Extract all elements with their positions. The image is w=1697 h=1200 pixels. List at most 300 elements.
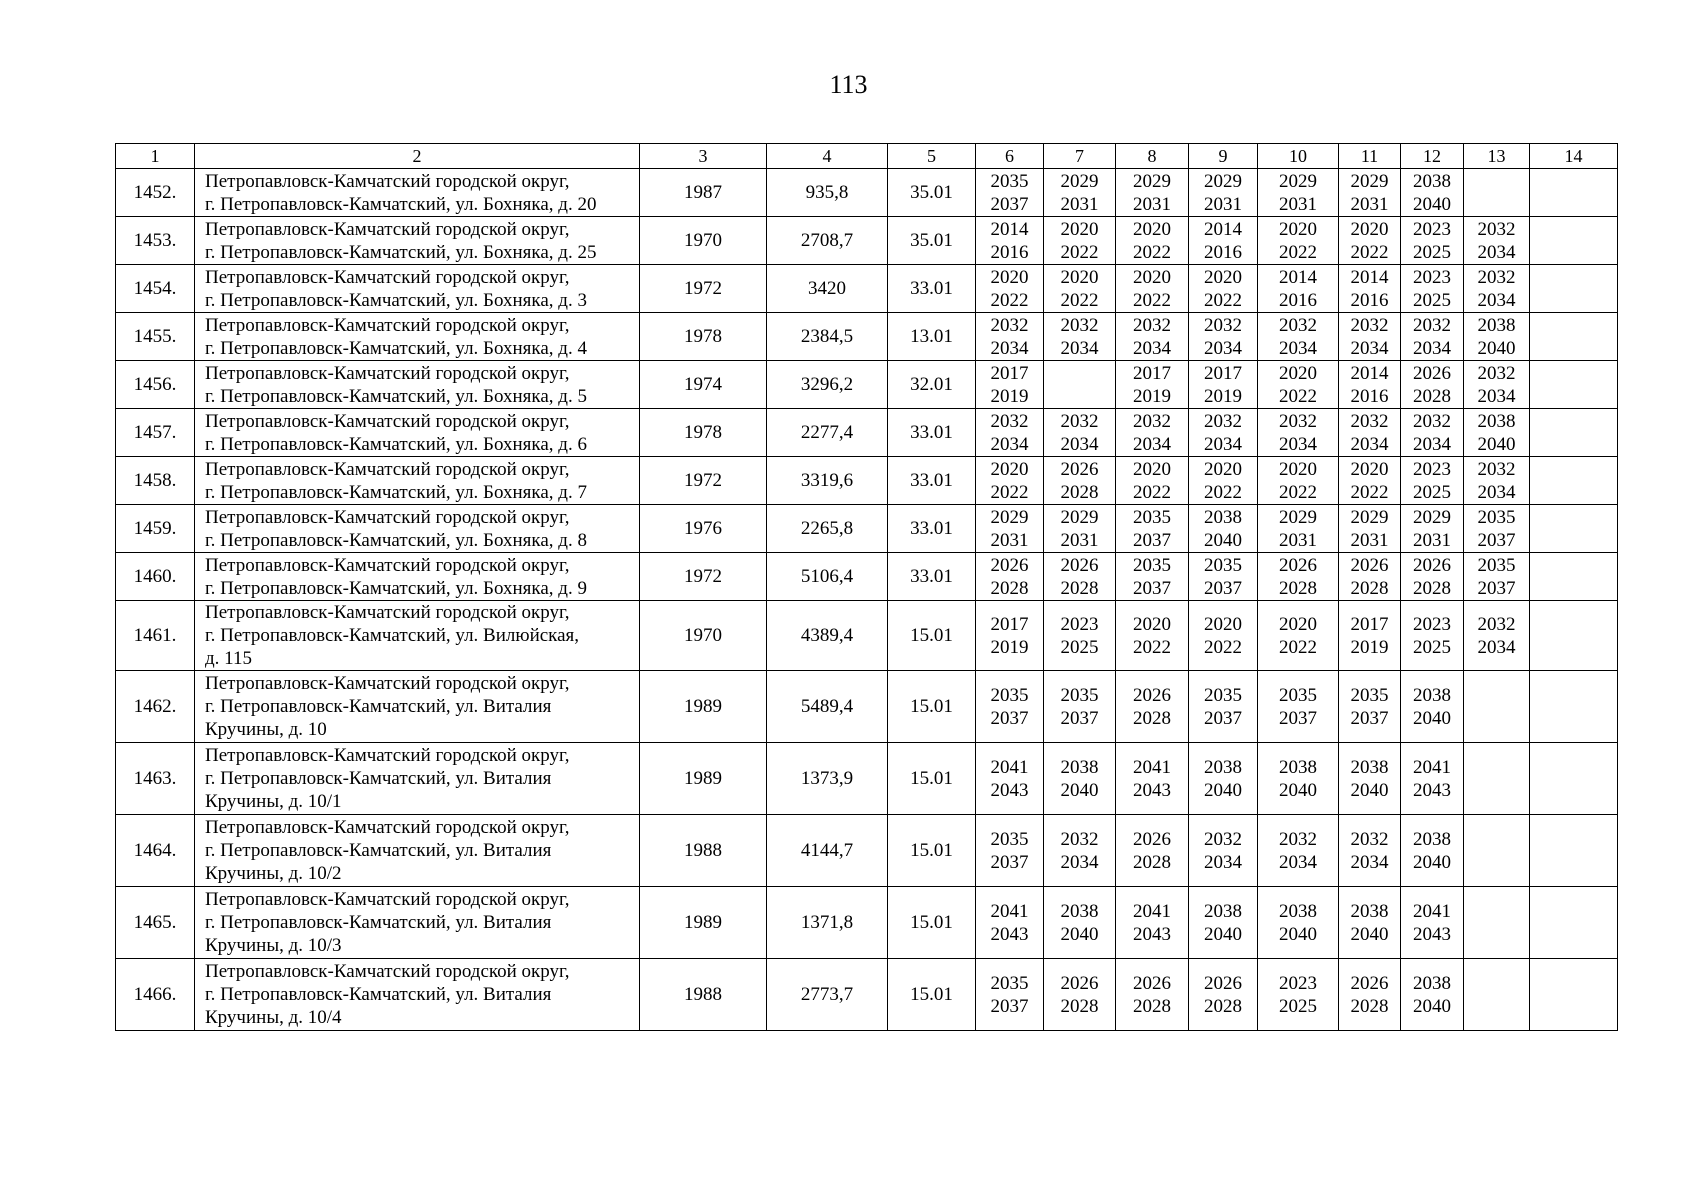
address-line: Петропавловск-Камчатский городской округ, — [205, 218, 570, 240]
period-end: 2034 — [1279, 433, 1317, 455]
period-cell — [1401, 743, 1464, 815]
period-cell — [1339, 361, 1401, 409]
period-cell — [1530, 743, 1618, 815]
period-start: 2020 — [1133, 218, 1171, 240]
year-built-cell — [640, 265, 767, 313]
period-start: 2035 — [1477, 506, 1516, 528]
period-end: 2019 — [1350, 636, 1389, 658]
period-cell — [1189, 601, 1258, 671]
period-end: 2034 — [990, 337, 1029, 359]
period-end: 2028 — [1413, 385, 1451, 407]
period-start: 2032 — [1060, 410, 1099, 432]
period-start: 2014 — [1350, 266, 1389, 288]
period-cell — [976, 361, 1044, 409]
period-cell — [1339, 743, 1401, 815]
period-cell — [1530, 601, 1618, 671]
period-cell — [1044, 409, 1116, 457]
period-start: 2032 — [1477, 218, 1516, 240]
period-cell — [1339, 169, 1401, 217]
period-cell — [1530, 313, 1618, 361]
period-cell — [1044, 505, 1116, 553]
period-end: 2034 — [990, 433, 1029, 455]
area-value: 1373,9 — [800, 768, 854, 789]
period-start: 2035 — [1204, 554, 1242, 576]
period-end: 2040 — [1279, 923, 1317, 945]
period-end: 2043 — [990, 779, 1029, 801]
code-cell — [888, 553, 976, 601]
period-cell — [1464, 671, 1530, 743]
period-cell — [1258, 217, 1339, 265]
period-start: 2032 — [1350, 410, 1389, 432]
period-start: 2026 — [990, 554, 1029, 576]
code-value: 15.01 — [910, 768, 953, 789]
period-start: 2029 — [1350, 506, 1389, 528]
year-built: 1978 — [684, 422, 722, 443]
period-start: 2026 — [1350, 554, 1389, 576]
period-cell — [1401, 265, 1464, 313]
year-built: 1988 — [684, 984, 722, 1005]
address-line: Кручины, д. 10/3 — [205, 935, 342, 956]
period-end: 2022 — [1350, 241, 1389, 263]
period-cell — [1189, 959, 1258, 1031]
code-cell — [888, 361, 976, 409]
year-built-cell — [640, 959, 767, 1031]
period-cell — [1464, 169, 1530, 217]
code-value: 15.01 — [910, 696, 953, 717]
area-value: 3319,6 — [800, 470, 854, 491]
header-cell: 12 — [1401, 144, 1464, 169]
code-cell — [888, 265, 976, 313]
period-start: 2020 — [1204, 613, 1242, 635]
address-line: Петропавловск-Камчатский городской округ, — [205, 506, 570, 528]
period-cell — [1044, 361, 1116, 409]
period-cell — [1116, 217, 1189, 265]
area-value: 3296,2 — [800, 374, 854, 395]
period-start: 2041 — [1133, 756, 1171, 778]
address-line: д. 115 — [205, 648, 252, 669]
period-start: 2020 — [1350, 458, 1389, 480]
code-cell — [888, 409, 976, 457]
period-end: 2022 — [1133, 241, 1171, 263]
table-row — [116, 265, 1618, 313]
period-start: 2017 — [1350, 613, 1389, 635]
address-line: Петропавловск-Камчатский городской округ, — [205, 362, 570, 384]
address-cell — [195, 505, 640, 553]
year-built: 1972 — [684, 470, 722, 491]
period-cell — [976, 313, 1044, 361]
row-number: 1462. — [133, 696, 177, 717]
table-row — [116, 743, 1618, 815]
period-start: 2023 — [1413, 458, 1451, 480]
period-end: 2028 — [990, 577, 1029, 599]
period-cell — [1464, 815, 1530, 887]
year-built: 1972 — [684, 278, 722, 299]
period-cell — [1464, 505, 1530, 553]
address-cell — [195, 959, 640, 1031]
address-line: Петропавловск-Камчатский городской округ, — [205, 410, 570, 432]
period-start: 2032 — [990, 314, 1029, 336]
header-cell: 2 — [195, 144, 640, 169]
period-end: 2043 — [1413, 923, 1451, 945]
code-value: 33.01 — [910, 518, 953, 539]
period-cell — [1339, 313, 1401, 361]
period-end: 2028 — [1060, 481, 1099, 503]
year-built: 1989 — [684, 696, 722, 717]
header-cell: 7 — [1044, 144, 1116, 169]
area-value: 2277,4 — [800, 422, 854, 443]
period-cell — [1530, 457, 1618, 505]
area-value: 2384,5 — [800, 326, 854, 347]
code-value: 15.01 — [910, 912, 953, 933]
period-cell — [1258, 361, 1339, 409]
year-built-cell — [640, 505, 767, 553]
period-end: 2025 — [1413, 636, 1451, 658]
address-line: Петропавловск-Камчатский городской округ, — [205, 170, 570, 192]
period-cell — [1189, 671, 1258, 743]
period-cell — [1044, 959, 1116, 1031]
code-cell — [888, 457, 976, 505]
period-start: 2032 — [1477, 613, 1516, 635]
period-cell — [976, 553, 1044, 601]
period-start: 2038 — [1350, 900, 1389, 922]
period-start: 2032 — [1477, 458, 1516, 480]
period-start: 2032 — [1350, 314, 1389, 336]
period-end: 2019 — [1133, 385, 1171, 407]
area-value: 935,8 — [805, 182, 849, 203]
row-number-cell — [116, 457, 195, 505]
period-cell — [1258, 457, 1339, 505]
period-start: 2035 — [1204, 684, 1242, 706]
period-end: 2031 — [990, 529, 1029, 551]
period-end: 2031 — [1060, 193, 1099, 215]
period-cell — [1339, 815, 1401, 887]
period-cell — [1258, 887, 1339, 959]
area-cell — [767, 887, 888, 959]
period-cell — [1116, 601, 1189, 671]
period-end: 2022 — [1204, 636, 1242, 658]
period-end: 2034 — [1477, 289, 1516, 311]
period-end: 2028 — [1133, 851, 1171, 873]
period-cell — [1464, 313, 1530, 361]
header-cell: 1 — [116, 144, 195, 169]
address-cell — [195, 409, 640, 457]
period-end: 2016 — [990, 241, 1029, 263]
period-start: 2020 — [1133, 266, 1171, 288]
period-cell — [1189, 743, 1258, 815]
period-end: 2028 — [1413, 577, 1451, 599]
code-value: 33.01 — [910, 566, 953, 587]
period-start: 2032 — [1279, 828, 1317, 850]
period-end: 2022 — [1350, 481, 1389, 503]
period-start: 2020 — [1204, 458, 1242, 480]
period-end: 2028 — [1350, 577, 1389, 599]
period-start: 2035 — [1477, 554, 1516, 576]
year-built: 1976 — [684, 518, 722, 539]
period-start: 2035 — [1060, 684, 1099, 706]
period-cell — [1116, 505, 1189, 553]
header-cell: 9 — [1189, 144, 1258, 169]
period-cell — [1116, 743, 1189, 815]
period-start: 2032 — [1133, 410, 1171, 432]
address-line: Петропавловск-Камчатский городской округ, — [205, 554, 570, 576]
period-end: 2037 — [990, 707, 1029, 729]
row-number-cell — [116, 815, 195, 887]
period-cell — [1044, 553, 1116, 601]
period-end: 2034 — [1279, 337, 1317, 359]
period-end: 2034 — [1477, 481, 1516, 503]
period-start: 2038 — [1279, 900, 1317, 922]
period-cell — [1401, 601, 1464, 671]
area-value: 5489,4 — [800, 696, 854, 717]
period-cell — [1044, 313, 1116, 361]
period-end: 2028 — [1060, 995, 1099, 1017]
address-line: Петропавловск-Камчатский городской округ, — [205, 961, 570, 982]
period-end: 2037 — [990, 851, 1029, 873]
period-cell — [1530, 553, 1618, 601]
period-cell — [1530, 217, 1618, 265]
row-number-cell — [116, 959, 195, 1031]
period-start: 2032 — [1413, 410, 1451, 432]
row-number: 1465. — [133, 912, 177, 933]
period-start: 2029 — [1060, 170, 1099, 192]
period-start: 2029 — [1204, 170, 1242, 192]
period-start: 2026 — [1133, 972, 1171, 994]
row-number: 1454. — [133, 278, 177, 299]
period-start: 2014 — [1350, 362, 1389, 384]
period-end: 2037 — [1477, 529, 1516, 551]
period-end: 2022 — [990, 481, 1029, 503]
period-end: 2040 — [1060, 779, 1099, 801]
year-built: 1989 — [684, 912, 722, 933]
period-start: 2023 — [1413, 218, 1451, 240]
period-cell — [1464, 361, 1530, 409]
address-line: г. Петропавловск-Камчатский, ул. Бохняка, д. 9 — [205, 577, 587, 599]
address-cell — [195, 169, 640, 217]
period-start: 2035 — [990, 972, 1029, 994]
period-end: 2043 — [1413, 779, 1451, 801]
header-cell: 8 — [1116, 144, 1189, 169]
row-number-cell — [116, 743, 195, 815]
period-start: 2023 — [1413, 266, 1451, 288]
period-end: 2040 — [1060, 923, 1099, 945]
period-start: 2038 — [1413, 684, 1451, 706]
row-number: 1457. — [133, 422, 177, 443]
address-line: г. Петропавловск-Камчатский, ул. Бохняка, д. 20 — [205, 193, 597, 215]
header-cell: 11 — [1339, 144, 1401, 169]
period-start: 2026 — [1413, 554, 1451, 576]
period-start: 2032 — [1413, 314, 1451, 336]
period-end: 2025 — [1413, 481, 1451, 503]
period-cell — [1530, 887, 1618, 959]
period-cell — [1339, 601, 1401, 671]
year-built: 1987 — [684, 182, 722, 203]
period-cell — [976, 887, 1044, 959]
year-built-cell — [640, 169, 767, 217]
period-end: 2016 — [1350, 385, 1389, 407]
period-cell — [1530, 671, 1618, 743]
period-end: 2031 — [1350, 529, 1389, 551]
period-end: 2037 — [1279, 707, 1317, 729]
period-end: 2016 — [1350, 289, 1389, 311]
period-end: 2034 — [1204, 337, 1242, 359]
period-end: 2022 — [1279, 481, 1317, 503]
period-end: 2022 — [1204, 289, 1242, 311]
code-value: 15.01 — [910, 840, 953, 861]
period-cell — [976, 671, 1044, 743]
year-built-cell — [640, 887, 767, 959]
period-end: 2019 — [990, 636, 1029, 658]
period-cell — [1116, 169, 1189, 217]
period-end: 2034 — [1477, 636, 1516, 658]
year-built-cell — [640, 313, 767, 361]
period-cell — [1401, 409, 1464, 457]
year-built: 1974 — [684, 374, 722, 395]
table-body — [116, 169, 1618, 1031]
area-value: 2708,7 — [800, 230, 854, 251]
row-number-cell — [116, 313, 195, 361]
row-number: 1453. — [133, 230, 177, 251]
period-end: 2034 — [1204, 433, 1242, 455]
period-end: 2043 — [990, 923, 1029, 945]
period-end: 2022 — [990, 289, 1029, 311]
area-cell — [767, 743, 888, 815]
period-cell — [1116, 959, 1189, 1031]
period-cell — [1464, 601, 1530, 671]
period-cell — [1401, 457, 1464, 505]
year-built: 1970 — [684, 230, 722, 251]
period-start: 2038 — [1204, 900, 1242, 922]
period-end: 2040 — [1413, 193, 1451, 215]
area-cell — [767, 409, 888, 457]
address-line: г. Петропавловск-Камчатский, ул. Виталия — [205, 768, 552, 789]
period-end: 2040 — [1413, 995, 1451, 1017]
period-end: 2022 — [1204, 481, 1242, 503]
code-cell — [888, 601, 976, 671]
period-cell — [1464, 553, 1530, 601]
header-cell: 5 — [888, 144, 976, 169]
period-start: 2023 — [1279, 972, 1317, 994]
period-start: 2041 — [990, 756, 1029, 778]
period-cell — [1401, 671, 1464, 743]
period-cell — [1530, 361, 1618, 409]
page-number: 113 — [829, 70, 868, 99]
period-cell — [1189, 265, 1258, 313]
period-start: 2026 — [1279, 554, 1317, 576]
period-start: 2020 — [1204, 266, 1242, 288]
period-start: 2035 — [1279, 684, 1317, 706]
period-cell — [1189, 457, 1258, 505]
period-cell — [1401, 169, 1464, 217]
period-end: 2019 — [990, 385, 1029, 407]
period-start: 2029 — [1133, 170, 1171, 192]
period-cell — [1464, 959, 1530, 1031]
address-line: Петропавловск-Камчатский городской округ, — [205, 458, 570, 480]
period-start: 2038 — [1477, 314, 1516, 336]
period-end: 2040 — [1204, 923, 1242, 945]
period-cell — [1530, 265, 1618, 313]
period-cell — [1044, 743, 1116, 815]
period-cell — [1401, 887, 1464, 959]
period-start: 2032 — [1204, 314, 1242, 336]
address-line: г. Петропавловск-Камчатский, ул. Бохняка, д. 6 — [205, 433, 587, 455]
period-end: 2031 — [1279, 529, 1317, 551]
area-cell — [767, 457, 888, 505]
table-row — [116, 361, 1618, 409]
table-row — [116, 553, 1618, 601]
period-end: 2040 — [1477, 433, 1516, 455]
header-cell: 10 — [1258, 144, 1339, 169]
period-start: 2017 — [990, 613, 1029, 635]
period-start: 2035 — [990, 828, 1029, 850]
area-cell — [767, 671, 888, 743]
period-start: 2014 — [1279, 266, 1317, 288]
period-cell — [1339, 671, 1401, 743]
period-start: 2032 — [1477, 266, 1516, 288]
code-value: 13.01 — [910, 326, 953, 347]
period-cell — [976, 601, 1044, 671]
row-number-cell — [116, 553, 195, 601]
period-cell — [1401, 361, 1464, 409]
year-built-cell — [640, 361, 767, 409]
area-value: 5106,4 — [800, 566, 854, 587]
period-end: 2037 — [1060, 707, 1099, 729]
period-end: 2034 — [1413, 433, 1451, 455]
period-cell — [1044, 671, 1116, 743]
period-cell — [1401, 815, 1464, 887]
period-end: 2019 — [1204, 385, 1242, 407]
year-built-cell — [640, 457, 767, 505]
period-cell — [1116, 313, 1189, 361]
period-start: 2020 — [1350, 218, 1389, 240]
period-start: 2026 — [1350, 972, 1389, 994]
address-line: Петропавловск-Камчатский городской округ, — [205, 817, 570, 838]
row-number: 1466. — [133, 984, 177, 1005]
area-cell — [767, 601, 888, 671]
period-end: 2028 — [1204, 995, 1242, 1017]
period-start: 2038 — [1413, 972, 1451, 994]
period-start: 2038 — [1204, 506, 1242, 528]
header-cell: 4 — [767, 144, 888, 169]
period-start: 2029 — [1060, 506, 1099, 528]
period-end: 2022 — [1060, 241, 1099, 263]
address-line: г. Петропавловск-Камчатский, ул. Бохняка, д. 25 — [205, 241, 597, 263]
period-cell — [1116, 265, 1189, 313]
period-cell — [1339, 457, 1401, 505]
period-end: 2025 — [1279, 995, 1317, 1017]
table-row — [116, 815, 1618, 887]
period-end: 2034 — [1413, 337, 1451, 359]
period-start: 2023 — [1060, 613, 1099, 635]
period-start: 2035 — [1350, 684, 1389, 706]
address-line: Петропавловск-Камчатский городской округ, — [205, 745, 570, 766]
period-start: 2038 — [1413, 170, 1451, 192]
period-end: 2040 — [1413, 707, 1451, 729]
period-end: 2037 — [1477, 577, 1516, 599]
year-built-cell — [640, 671, 767, 743]
period-end: 2037 — [990, 193, 1029, 215]
address-line: Кручины, д. 10 — [205, 719, 327, 740]
row-number: 1456. — [133, 374, 177, 395]
period-end: 2040 — [1204, 529, 1242, 551]
period-start: 2038 — [1060, 900, 1099, 922]
address-line: г. Петропавловск-Камчатский, ул. Бохняка, д. 4 — [205, 337, 587, 359]
period-start: 2041 — [990, 900, 1029, 922]
period-cell — [1401, 553, 1464, 601]
period-start: 2029 — [990, 506, 1029, 528]
period-cell — [1339, 409, 1401, 457]
address-line: г. Петропавловск-Камчатский, ул. Бохняка, д. 5 — [205, 385, 587, 407]
period-cell — [1464, 409, 1530, 457]
